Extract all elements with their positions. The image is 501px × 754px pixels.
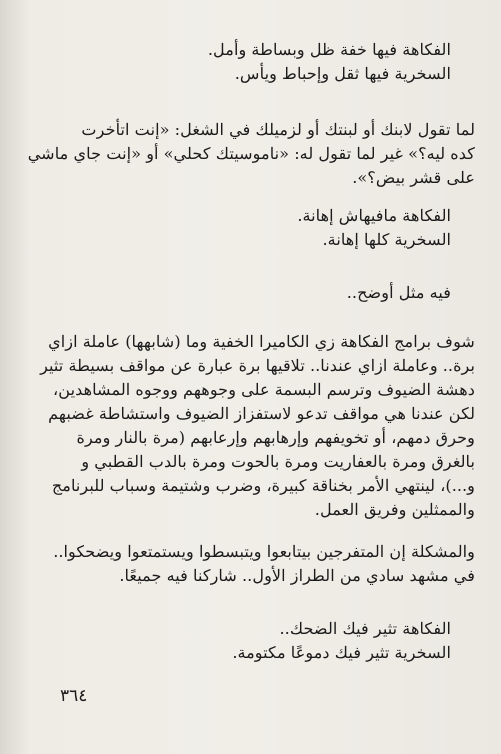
paragraph-1 (31, 38, 451, 86)
text-line: في مشهد سادي من الطراز الأول.. شاركنا فيه جميعًا. (119, 566, 475, 585)
text-line: السخرية فيها ثقل وإحباط ويأس. (234, 64, 451, 83)
paragraph-4 (31, 281, 451, 305)
text-line: السخرية تثير فيك دموعًا مكتومة. (232, 643, 451, 662)
text-line: على قشر بيض؟». (352, 168, 475, 187)
text-line: فيه مثل أوضح.. (346, 283, 451, 302)
text-line: والمشكلة إن المتفرجين بيتابعوا ويتبسطوا ويستمتعوا ويضحكوا.. (53, 542, 475, 561)
text-line: شوف برامج الفكاهة زي الكاميرا الخفية وما (شابهها) عاملة ازاي (48, 332, 475, 351)
text-line: السخرية كلها إهانة. (322, 230, 451, 249)
text-line: وحرق دمهم، أو تخويفهم وإرهابهم وإرعابهم (مرة بالنار ومرة (76, 428, 475, 447)
paragraph-6 (25, 540, 475, 588)
text-line: و...)، لينتهي الأمر بخناقة كبيرة، وضرب وشتيمة وسباب للبرنامج (51, 476, 475, 495)
text-line: لكن عندنا هي مواقف تدعو لاستفزاز الضيوف واستشاطة غضبهم (48, 404, 475, 423)
text-line: برة.. وعاملة ازاي عندنا.. تلاقيها برة عبارة عن مواقف بسيطة تثير (40, 356, 475, 375)
paragraph-5 (25, 330, 475, 522)
page-number: ٣٦٤ (60, 686, 88, 706)
text-line: الفكاهة فيها خفة ظل وبساطة وأمل. (207, 40, 451, 59)
paragraph-2 (25, 118, 475, 190)
text-line: والممثلين وفريق العمل. (314, 500, 475, 519)
text-line: دهشة الضيوف وترسم البسمة على وجوههم ووجوه المشاهدين، (53, 380, 475, 399)
text-line: لما تقول لابنك أو لبنتك أو لزميلك في الشغل: «إنت اتأخرت (81, 120, 475, 139)
paragraph-3 (31, 204, 451, 252)
text-line: كده ليه؟» غير لما تقول له: «ناموسيتك كحلي» أو «إنت جاي ماشي (27, 144, 475, 163)
text-line: الفكاهة تثير فيك الضحك.. (279, 619, 451, 638)
text-line: بالغرق ومرة بالعفاريت ومرة بالحوت ومرة بالدب القطبي و (81, 452, 475, 471)
text-line: الفكاهة مافيهاش إهانة. (297, 206, 451, 225)
paragraph-7 (31, 617, 451, 665)
